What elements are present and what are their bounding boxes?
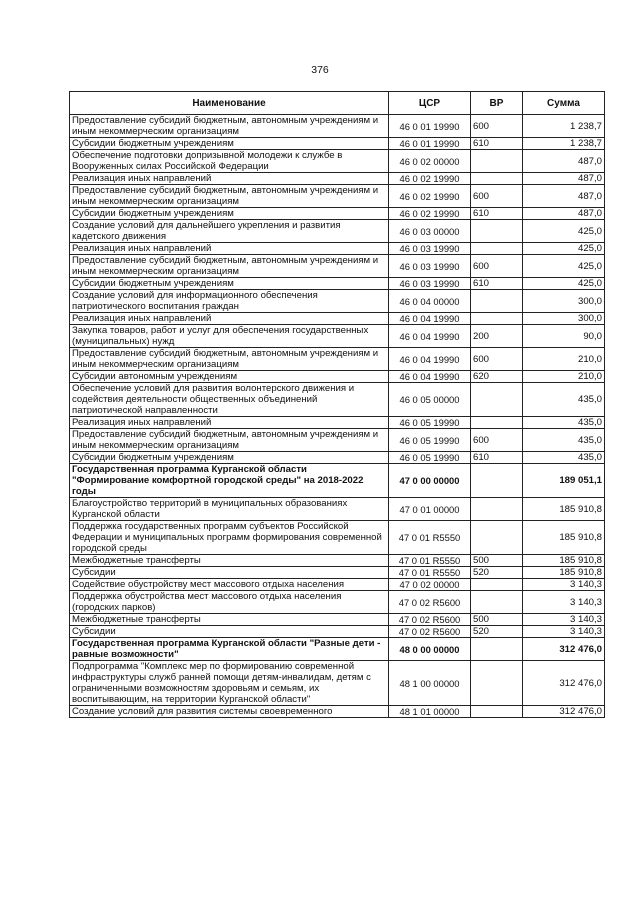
cell-vr: 520 [471,626,523,638]
cell-csr: 46 0 05 19990 [389,452,471,464]
page-number: 376 [311,64,329,76]
cell-name: Государственная программа Курганской области "Разные дети - равные возможности" [70,638,389,661]
cell-name: Поддержка обустройства мест массового отдыха населения (городских парков) [70,591,389,614]
cell-sum: 435,0 [523,452,605,464]
cell-sum: 185 910,8 [523,498,605,521]
cell-name: Предоставление субсидий бюджетным, автономным учреждениям и иным некоммерческим организациям [70,255,389,278]
cell-vr [471,313,523,325]
table-row [70,185,605,208]
cell-csr: 46 0 03 00000 [389,220,471,243]
cell-csr: 46 0 03 19990 [389,243,471,255]
cell-csr: 47 0 01 R5550 [389,567,471,579]
table-row [70,220,605,243]
table-body [70,115,605,718]
table-row [70,243,605,255]
cell-sum: 312 476,0 [523,638,605,661]
cell-csr: 48 1 00 00000 [389,661,471,706]
cell-sum: 210,0 [523,348,605,371]
cell-name: Обеспечение условий для развития волонтерского движения и содействия деятельности общественных объединений патриотической направленности [70,383,389,417]
cell-vr [471,591,523,614]
cell-sum: 487,0 [523,173,605,185]
table-row [70,579,605,591]
cell-sum: 3 140,3 [523,591,605,614]
cell-name: Реализация иных направлений [70,243,389,255]
budget-table [69,91,605,718]
cell-name: Субсидии бюджетным учреждениям [70,208,389,220]
cell-csr: 46 0 01 19990 [389,115,471,138]
cell-name: Подпрограмма "Комплекс мер по формированию современной инфраструктуры служб ранней помощи детям-инвалидам, детям с ограниченными возможностям здоровьям и семьям, их воспитывающим, на территории Курганской области" [70,661,389,706]
table-row [70,348,605,371]
cell-vr: 610 [471,452,523,464]
cell-vr: 520 [471,567,523,579]
cell-name: Создание условий для дальнейшего укрепления и развития кадетского движения [70,220,389,243]
cell-name: Государственная программа Курганской области "Формирование комфортной городской среды" на 2018-2022 годы [70,464,389,498]
cell-csr: 46 0 04 19990 [389,313,471,325]
cell-csr: 46 0 03 19990 [389,278,471,290]
cell-vr: 600 [471,429,523,452]
header-name: Наименование [70,92,389,115]
cell-name: Предоставление субсидий бюджетным, автономным учреждениям и иным некоммерческим организациям [70,348,389,371]
cell-sum: 3 140,3 [523,579,605,591]
cell-sum: 425,0 [523,278,605,290]
cell-vr: 600 [471,115,523,138]
header-csr: ЦСР [389,92,471,115]
table-row [70,614,605,626]
table-row [70,138,605,150]
cell-vr [471,150,523,173]
cell-name: Создание условий для информационного обеспечения патриотического воспитания граждан [70,290,389,313]
cell-name: Предоставление субсидий бюджетным, автономным учреждениям и иным некоммерческим организациям [70,429,389,452]
cell-csr: 47 0 01 R5550 [389,555,471,567]
cell-name: Субсидии [70,626,389,638]
table-row [70,706,605,718]
cell-csr: 46 0 04 00000 [389,290,471,313]
cell-csr: 46 0 01 19990 [389,138,471,150]
cell-sum: 1 238,7 [523,138,605,150]
cell-csr: 47 0 01 00000 [389,498,471,521]
cell-vr [471,638,523,661]
cell-vr [471,243,523,255]
cell-sum: 185 910,8 [523,567,605,579]
cell-csr: 46 0 02 19990 [389,173,471,185]
cell-sum: 3 140,3 [523,614,605,626]
cell-name: Реализация иных направлений [70,313,389,325]
cell-sum: 312 476,0 [523,706,605,718]
cell-vr: 600 [471,185,523,208]
cell-sum: 3 140,3 [523,626,605,638]
cell-vr [471,498,523,521]
cell-sum: 300,0 [523,313,605,325]
cell-name: Реализация иных направлений [70,417,389,429]
cell-csr: 46 0 04 19990 [389,348,471,371]
cell-name: Поддержка государственных программ субъектов Российской Федерации и муниципальных программ формирования современной городской среды [70,521,389,555]
table-row [70,555,605,567]
table-row [70,567,605,579]
cell-name: Закупка товаров, работ и услуг для обеспечения государственных (муниципальных) нужд [70,325,389,348]
cell-vr [471,220,523,243]
table-row [70,325,605,348]
cell-name: Содействие обустройству мест массового отдыха населения [70,579,389,591]
cell-name: Межбюджетные трансферты [70,614,389,626]
table-row [70,208,605,220]
cell-csr: 46 0 04 19990 [389,371,471,383]
cell-csr: 46 0 05 00000 [389,383,471,417]
cell-vr: 200 [471,325,523,348]
cell-sum: 312 476,0 [523,661,605,706]
cell-vr [471,579,523,591]
cell-name: Субсидии бюджетным учреждениям [70,278,389,290]
table-row [70,429,605,452]
cell-csr: 46 0 02 00000 [389,150,471,173]
cell-csr: 48 1 01 00000 [389,706,471,718]
table-row [70,115,605,138]
cell-csr: 46 0 04 19990 [389,325,471,348]
cell-vr: 610 [471,208,523,220]
cell-csr: 47 0 02 R5600 [389,591,471,614]
cell-vr [471,290,523,313]
cell-csr: 46 0 02 19990 [389,185,471,208]
cell-vr [471,173,523,185]
cell-name: Субсидии бюджетным учреждениям [70,138,389,150]
cell-sum: 425,0 [523,255,605,278]
cell-vr [471,521,523,555]
cell-name: Реализация иных направлений [70,173,389,185]
cell-name: Предоставление субсидий бюджетным, автономным учреждениям и иным некоммерческим организациям [70,115,389,138]
cell-vr: 500 [471,614,523,626]
cell-sum: 300,0 [523,290,605,313]
cell-sum: 487,0 [523,185,605,208]
cell-csr: 46 0 03 19990 [389,255,471,278]
cell-sum: 210,0 [523,371,605,383]
table-row [70,498,605,521]
table-row [70,417,605,429]
cell-name: Межбюджетные трансферты [70,555,389,567]
cell-name: Создание условий для развития системы своевременного [70,706,389,718]
cell-vr: 610 [471,138,523,150]
table-row [70,452,605,464]
cell-name: Субсидии автономным учреждениям [70,371,389,383]
cell-csr: 47 0 02 R5600 [389,614,471,626]
cell-vr [471,383,523,417]
table-row [70,464,605,498]
cell-name: Благоустройство территорий в муниципальных образованиях Курганской области [70,498,389,521]
cell-csr: 47 0 02 00000 [389,579,471,591]
table-row [70,371,605,383]
cell-name: Субсидии бюджетным учреждениям [70,452,389,464]
cell-vr [471,661,523,706]
table-header-row [70,92,605,115]
table-row [70,290,605,313]
header-sum: Сумма [523,92,605,115]
cell-csr: 47 0 02 R5600 [389,626,471,638]
cell-csr: 47 0 01 R5550 [389,521,471,555]
cell-sum: 435,0 [523,383,605,417]
cell-sum: 487,0 [523,208,605,220]
cell-sum: 425,0 [523,243,605,255]
cell-vr [471,464,523,498]
table-row [70,383,605,417]
table-row [70,313,605,325]
cell-sum: 185 910,8 [523,555,605,567]
cell-csr: 47 0 00 00000 [389,464,471,498]
cell-name: Обеспечение подготовки допризывной молодежи к службе в Вооруженных силах Российской Федерации [70,150,389,173]
cell-vr: 610 [471,278,523,290]
cell-sum: 1 238,7 [523,115,605,138]
table-row [70,521,605,555]
cell-sum: 487,0 [523,150,605,173]
cell-csr: 46 0 05 19990 [389,417,471,429]
cell-csr: 46 0 02 19990 [389,208,471,220]
cell-sum: 185 910,8 [523,521,605,555]
table-row [70,661,605,706]
table-row [70,638,605,661]
cell-sum: 425,0 [523,220,605,243]
table-row [70,591,605,614]
cell-vr [471,706,523,718]
cell-vr [471,417,523,429]
cell-vr: 620 [471,371,523,383]
cell-sum: 90,0 [523,325,605,348]
table-row [70,278,605,290]
table-row [70,255,605,278]
table-row [70,150,605,173]
cell-vr: 500 [471,555,523,567]
cell-csr: 48 0 00 00000 [389,638,471,661]
cell-vr: 600 [471,348,523,371]
cell-vr: 600 [471,255,523,278]
table-row [70,173,605,185]
cell-sum: 435,0 [523,429,605,452]
cell-name: Субсидии [70,567,389,579]
cell-sum: 435,0 [523,417,605,429]
cell-csr: 46 0 05 19990 [389,429,471,452]
header-vr: ВР [471,92,523,115]
table-row [70,626,605,638]
cell-sum: 189 051,1 [523,464,605,498]
cell-name: Предоставление субсидий бюджетным, автономным учреждениям и иным некоммерческим организациям [70,185,389,208]
